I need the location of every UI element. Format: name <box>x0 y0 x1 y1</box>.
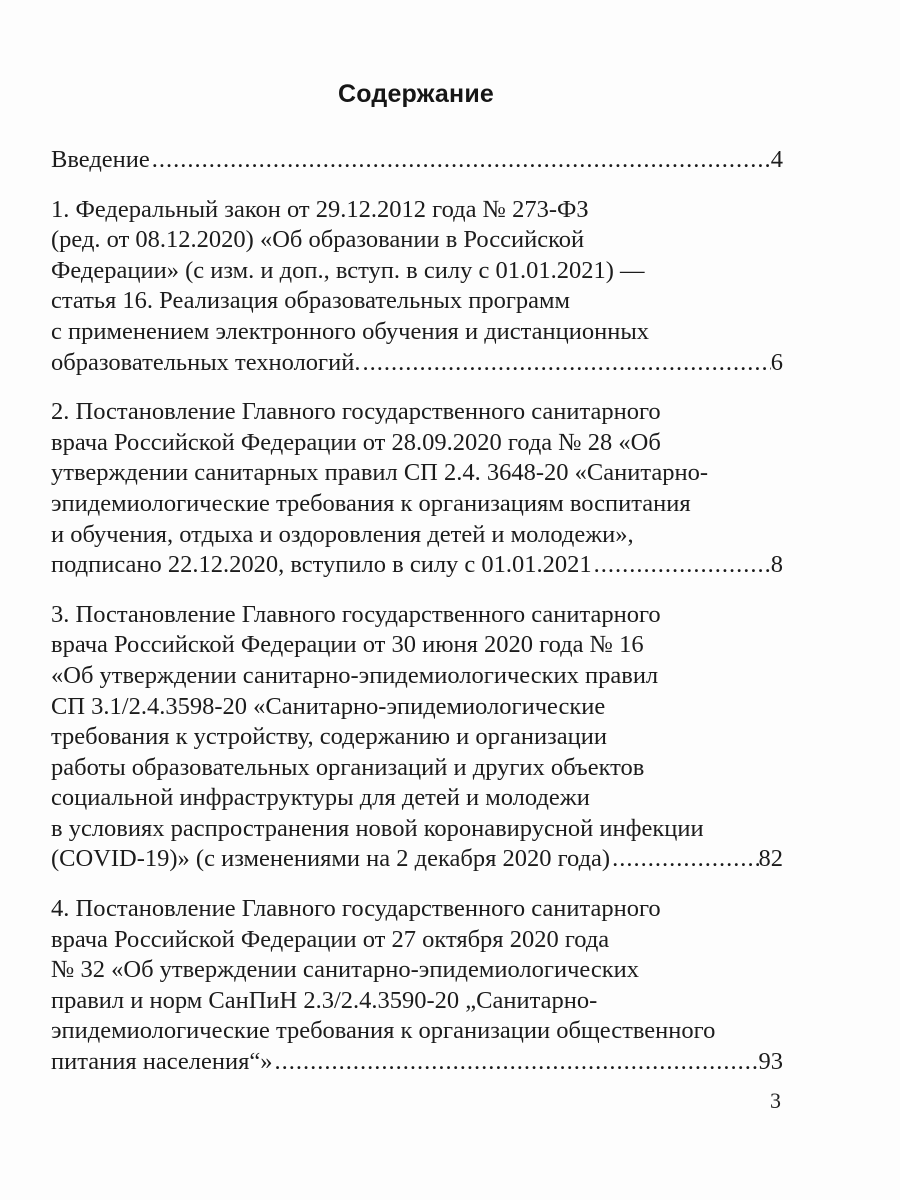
toc-entry-introduction <box>51 145 783 176</box>
toc-entry-line: врача Российской Федерации от 27 октября 2020 года <box>51 925 610 953</box>
page-title: Содержание <box>337 80 495 108</box>
toc-entry-title: подписано 22.12.2020, вступило в силу с 01.01.2021 <box>51 551 592 579</box>
toc-entry-title: (COVID-19)» (с изменениями на 2 декабря 2020 года) <box>51 845 611 873</box>
toc-entry-line: врача Российской Федерации от 28.09.2020 года № 28 «Об <box>51 428 661 456</box>
toc-entry-last-line <box>51 844 783 875</box>
toc-page-number: 93 <box>758 1048 783 1076</box>
toc-entry-3 <box>51 600 783 875</box>
toc-entry-line: врача Российской Федерации от 30 июня 2020 года № 16 <box>51 631 644 659</box>
toc-entry-line: «Об утверждении санитарно-эпидемиологических правил <box>51 661 659 689</box>
toc-entry-title: Введение <box>51 146 150 173</box>
dot-leader <box>592 550 771 581</box>
toc-entry-1 <box>51 195 783 379</box>
dot-leader <box>150 145 771 176</box>
toc-entry-line: утверждении санитарных правил СП 2.4. 3648-20 «Санитарно- <box>51 459 709 487</box>
toc-entry-line: с применением электронного обучения и дистанционных <box>51 317 650 345</box>
toc-entry-line: и обучения, отдыха и оздоровления детей и молодежи», <box>51 520 634 548</box>
toc-entry-line: в условиях распространения новой коронавирусной инфекции <box>51 814 704 842</box>
toc-entry-last-line <box>51 550 783 581</box>
toc-entry-4 <box>51 894 783 1078</box>
toc-entry-2 <box>51 397 783 581</box>
toc-entry-line: требования к устройству, содержанию и организации <box>51 723 607 751</box>
toc-entry-line: статья 16. Реализация образовательных программ <box>51 287 571 315</box>
toc-page-number: 82 <box>758 845 783 873</box>
page-number: 3 <box>770 1088 781 1113</box>
table-of-contents <box>51 145 783 1097</box>
toc-page-number: 8 <box>770 551 783 579</box>
toc-entry-line: социальной инфраструктуры для детей и молодежи <box>51 784 590 812</box>
dot-leader <box>272 1047 758 1078</box>
toc-entry-last-line <box>51 348 783 379</box>
toc-entry-last-line <box>51 145 783 176</box>
toc-entry-line: 2. Постановление Главного государственного санитарного <box>51 398 661 426</box>
dot-leader <box>610 844 758 875</box>
toc-entry-line: правил и норм СанПиН 2.3/2.4.3590-20 „Санитарно- <box>51 986 598 1014</box>
toc-entry-line: эпидемиологические требования к организации общественного <box>51 1017 716 1045</box>
toc-page-number: 6 <box>770 348 783 376</box>
toc-entry-line: работы образовательных организаций и других объектов <box>51 753 645 781</box>
toc-entry-line: (ред. от 08.12.2020) «Об образовании в Российской <box>51 226 585 254</box>
toc-page-number: 4 <box>770 146 783 173</box>
toc-entry-line: Федерации» (с изм. и доп., вступ. в силу с 01.01.2021) — <box>51 256 645 284</box>
dot-leader <box>360 348 770 379</box>
toc-entry-title: питания населения“» <box>51 1048 273 1076</box>
toc-entry-line: эпидемиологические требования к организациям воспитания <box>51 489 691 517</box>
toc-entry-title: образовательных технологий. <box>51 348 361 376</box>
toc-entry-line: № 32 «Об утверждении санитарно-эпидемиологических <box>51 956 640 984</box>
toc-entry-line: 3. Постановление Главного государственного санитарного <box>51 600 661 628</box>
toc-entry-line: СП 3.1/2.4.3598-20 «Санитарно-эпидемиологические <box>51 692 606 720</box>
toc-entry-last-line <box>51 1047 783 1078</box>
toc-entry-line: 1. Федеральный закон от 29.12.2012 года № 273-ФЗ <box>51 195 589 223</box>
toc-entry-line: 4. Постановление Главного государственного санитарного <box>51 895 661 923</box>
